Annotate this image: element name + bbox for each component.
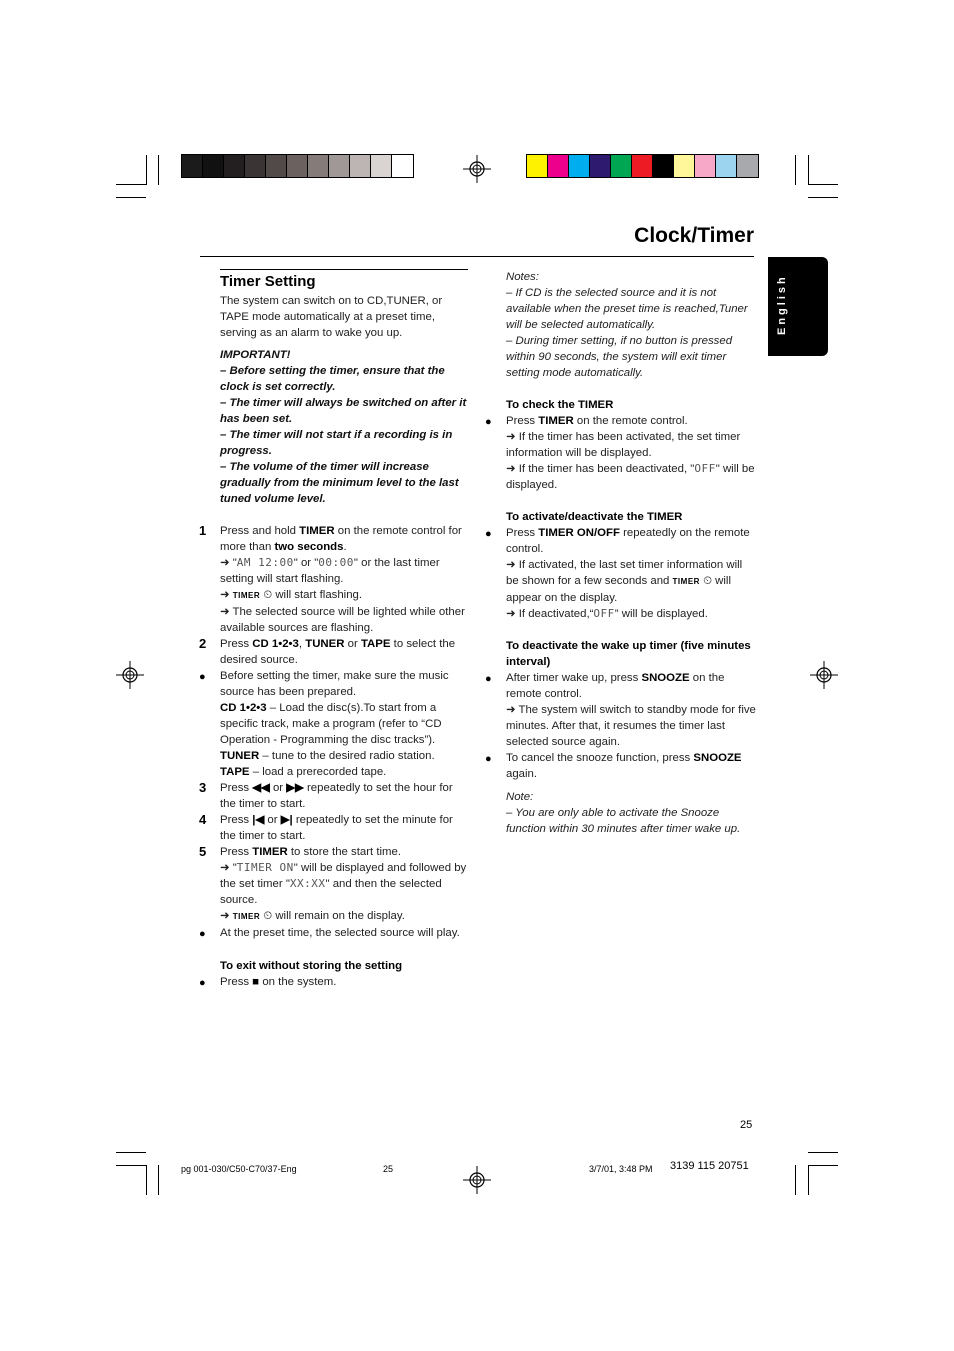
step-text: Press |◀ or ▶| repeatedly to set the minute for the timer to start. [220,814,453,842]
step-text: Press TIMER to store the start time. [220,846,402,858]
bullet-icon: ● [199,977,206,989]
footer-date: 3/7/01, 3:48 PM [589,1164,653,1174]
crop-mark [795,1165,796,1195]
bullet-check [485,413,756,493]
step-1 [199,523,468,636]
step-number: 3 [199,780,207,795]
lcd-text: TIMER ON [236,861,294,874]
previous-icon: |◀ [252,814,265,826]
source-cd: CD 1•2•3 – Load the disc(s).To start from a specific track, make a program (refer to “CD Operation - Programming the disc tracks”). [220,702,442,746]
color-swatch [569,155,590,177]
section-rule [220,269,468,293]
crop-mark [808,1152,838,1153]
step-4 [199,812,468,844]
title-divider [200,256,754,257]
step-5 [199,844,468,925]
crop-mark [146,1165,147,1195]
step-number: 5 [199,844,207,859]
bullet-icon: ● [199,671,206,683]
bullet-icon: ● [485,753,492,765]
bullet-icon: ● [485,416,492,428]
rewind-icon: ◀◀ [252,782,270,794]
bullet-preset [199,925,468,941]
bullet-text: Press TIMER on the remote control. [506,415,688,427]
color-swatch [674,155,695,177]
color-swatch [371,155,392,177]
crop-mark [116,1165,146,1166]
source-tuner: TUNER – tune to the desired radio station. [220,750,435,762]
step-text: Press ◀◀ or ▶▶ repeatedly to set the hour for the timer to start. [220,782,453,810]
footer-page: 25 [383,1164,394,1174]
color-swatch [287,155,308,177]
bullet-icon: ● [485,528,492,540]
notes-label: Notes: [506,271,539,283]
important-item: – The timer will not start if a recording is in progress. [220,429,453,457]
fast-forward-icon: ▶▶ [286,782,304,794]
stop-icon: ■ [252,976,260,988]
color-swatch [182,155,203,177]
step-text: Press CD 1•2•3, TUNER or TAPE to select the desired source. [220,638,456,666]
color-swatch [392,155,413,177]
subheading: To exit without storing the setting [220,960,403,972]
color-swatch [350,155,371,177]
bullet-icon: ● [199,928,206,940]
color-swatch [329,155,350,177]
step-number: 4 [199,812,207,827]
bullet-source [199,668,468,780]
registration-mark-icon [810,661,838,689]
color-swatch [224,155,245,177]
note-label: Note: [506,791,534,803]
important-item: – Before setting the timer, ensure that the clock is set correctly. [220,365,445,393]
color-swatch [695,155,716,177]
bullet-result: ➜ If deactivated,“OFF” will be displayed. [506,607,708,620]
bullet-text: Press TIMER ON/OFF repeatedly on the remote control. [506,527,750,555]
crop-mark [116,184,146,185]
bullet-result: ➜ If the timer has been activated, the set timer information will be displayed. [506,431,741,459]
note-item: – If CD is the selected source and it is not available when the preset time is reached,Tuner will be selected automatically. [506,287,748,331]
bullet-wake [485,670,756,750]
color-swatch [590,155,611,177]
source-tape: TAPE – load a prerecorded tape. [220,766,387,778]
important-label: IMPORTANT! [220,349,291,361]
color-swatch [203,155,224,177]
right-column [485,269,756,837]
bullet-text: At the preset time, the selected source will play. [220,927,460,939]
bullet-result: ➜ If activated, the last set timer information will be shown for a few seconds and TIMER ⏲ will appear on the display. [506,559,743,604]
bullet-cancel [485,750,756,782]
crop-mark [158,1165,159,1195]
bullet-text: To cancel the snooze function, press SNOOZE again. [506,752,742,780]
lcd-text: XX:XX [289,877,326,890]
color-swatch [308,155,329,177]
note-item: – During timer setting, if no button is pressed within 90 seconds, the system will exit timer setting mode automatically. [506,335,733,379]
color-swatch [716,155,737,177]
step-result: ➜ "TIMER ON" will be displayed and followed by the set timer "XX:XX" and then the selected source. [220,861,467,906]
color-swatch [737,155,758,177]
important-item: – The timer will always be switched on after it has been set. [220,397,467,425]
step-result: ➜ TIMER ⏲ will remain on the display. [220,910,405,922]
crop-mark [146,155,147,185]
color-swatch [632,155,653,177]
crop-mark [808,1165,838,1166]
registration-mark-icon [116,661,144,689]
registration-mark-icon [463,155,491,183]
crop-mark [808,197,838,198]
crop-mark [116,1152,146,1153]
color-swatch [527,155,548,177]
lcd-text: OFF [694,462,716,475]
grayscale-calibration-bar [181,154,414,178]
color-calibration-bar [526,154,759,178]
step-result: ➜ TIMER ⏲ will start flashing. [220,589,363,601]
language-tab [768,257,828,356]
lcd-text: AM 12:00 [236,556,294,569]
color-swatch [548,155,569,177]
step-result: ➜ The selected source will be lighted while other available sources are flashing. [220,606,465,634]
footer-code: 3139 115 20751 [670,1160,749,1172]
registration-mark-icon [463,1166,491,1194]
color-swatch [653,155,674,177]
bullet-result: ➜ The system will switch to standby mode for five minutes. After that, it resumes the timer last selected source again. [506,704,756,748]
next-icon: ▶| [280,814,293,826]
step-result: ➜ "AM 12:00" or "00:00" or the last timer setting will start flashing. [220,556,440,585]
step-number: 2 [199,636,207,651]
crop-mark [158,155,159,185]
bullet-icon: ● [485,673,492,685]
bullet-activate [485,525,756,622]
crop-mark [808,184,838,185]
step-2 [199,636,468,668]
step-number: 1 [199,523,207,538]
step-3 [199,780,468,812]
footer-filename: pg 001-030/C50-C70/37-Eng [181,1164,297,1174]
color-swatch [266,155,287,177]
subheading: To check the TIMER [506,399,614,411]
language-tab-label: English [776,274,788,335]
color-swatch [611,155,632,177]
lcd-text: OFF [593,607,615,620]
intro-text: The system can switch on to CD,TUNER, or TAPE mode automatically at a preset time, serving as an alarm to wake you up. [220,295,443,339]
bullet-result: ➜ If the timer has been deactivated, "OFF" will be displayed. [506,462,755,491]
page-number: 25 [740,1119,753,1131]
color-swatch [245,155,266,177]
subheading: To deactivate the wake up timer (five minutes interval) [506,640,751,668]
important-item: – The volume of the timer will increase gradually from the minimum level to the last tuned volume level. [220,461,459,505]
crop-mark [808,155,809,185]
subheading: To activate/deactivate the TIMER [506,511,683,523]
crop-mark [808,1165,809,1195]
section-heading: Timer Setting [220,273,316,290]
bullet-text: Before setting the timer, make sure the music source has been prepared. [220,670,449,698]
step-text: Press and hold TIMER on the remote control for more than two seconds. [220,525,462,553]
bullet-exit [199,974,468,990]
bullet-text: After timer wake up, press SNOOZE on the remote control. [506,672,725,700]
crop-mark [116,197,146,198]
left-column [199,269,468,990]
lcd-text: 00:00 [318,556,354,569]
bullet-text: Press ■ on the system. [220,976,337,988]
page-title: Clock/Timer [634,224,754,247]
crop-mark [795,155,796,185]
note-item: – You are only able to activate the Snooze function within 30 minutes after timer wake up. [506,807,741,835]
